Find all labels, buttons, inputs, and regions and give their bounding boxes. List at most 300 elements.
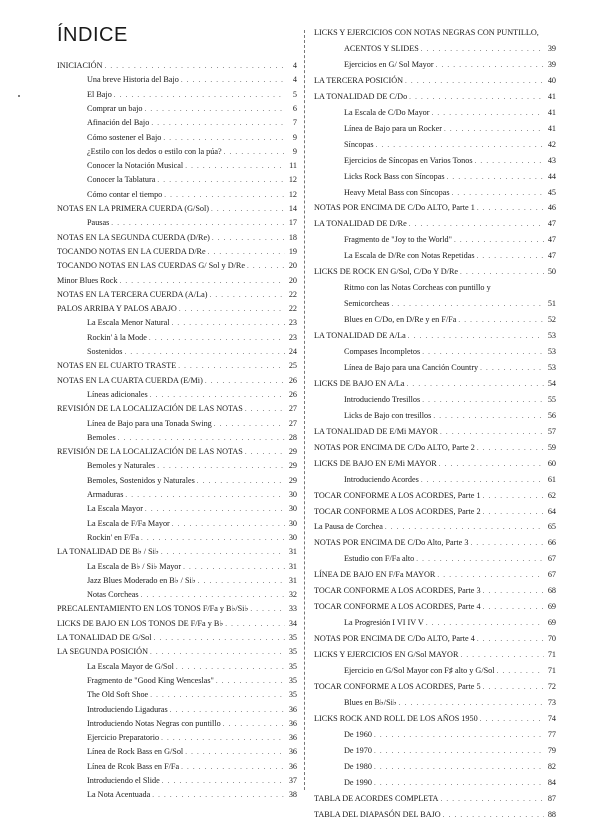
toc-entry-page: 44 (547, 171, 556, 181)
dot-leader (440, 794, 544, 804)
toc-entry-page: 19 (288, 246, 297, 256)
toc-entry-title: TOCAR CONFORME A LOS ACORDES, Parte 5 (314, 681, 481, 691)
dot-leader (374, 778, 544, 788)
toc-subentry (344, 309, 556, 325)
toc-entry-title: TOCAR CONFORME A LOS ACORDES, Parte 3 (314, 586, 481, 596)
toc-entry-page: 23 (288, 318, 297, 328)
dot-leader (391, 299, 544, 309)
toc-entry-page: 47 (547, 219, 556, 229)
toc-entry-page: 5 (292, 89, 297, 99)
toc-entry-title: NOTAS POR ENCIMA DE C/Do ALTO, Parte 4 (314, 634, 475, 644)
toc-entry-page: 6 (292, 103, 297, 113)
toc-entry (314, 86, 556, 102)
toc-entry-title: Cómo sostener el Bajo (87, 132, 162, 142)
dot-leader (483, 602, 544, 612)
toc-entry-title: TABLA DE ACORDES COMPLETA (314, 793, 439, 803)
toc-entry-page: 39 (547, 43, 556, 53)
toc-entry-page: 14 (288, 204, 297, 213)
toc-entry-title: PALOS ARRIBA Y PALOS ABAJO (57, 304, 177, 314)
dot-leader (422, 395, 544, 405)
toc-entry (314, 532, 556, 548)
toc-entry (314, 580, 556, 596)
toc-entry-title: Comprar un bajo (87, 103, 143, 113)
toc-entry-page: 77 (547, 729, 556, 739)
toc-entry (314, 421, 556, 437)
toc-entry-page: 12 (288, 189, 297, 199)
toc-entry-page: 53 (547, 347, 556, 356)
toc-entry-page: 47 (547, 251, 556, 261)
toc-entry-title: De 1980 (344, 761, 372, 771)
toc-entry-title: Blues en B♭/Si♭ (344, 697, 397, 707)
toc-entry-page: 73 (547, 697, 556, 707)
toc-entry-page: 61 (547, 474, 556, 484)
dot-leader (422, 347, 544, 357)
toc-entry-page: 69 (547, 602, 556, 612)
toc-entry-title: De 1970 (344, 745, 372, 755)
toc-entry-title: Semicorcheas (344, 299, 390, 309)
toc-subentry (344, 166, 556, 182)
toc-entry-title: NOTAS EN LA PRIMERA CUERDA (G/Sol) (57, 204, 209, 213)
toc-entry-page: 24 (288, 347, 297, 356)
dot-leader (416, 554, 544, 564)
dot-leader (436, 60, 544, 70)
dot-leader (477, 251, 544, 261)
toc-entry (314, 708, 556, 724)
toc-entry-title: Ejercicios en G/ Sol Mayor (344, 59, 434, 69)
toc-entry-title: LICKS DE BAJO EN E/Mi MAYOR (314, 458, 437, 468)
toc-entry-title: TOCAR CONFORME A LOS ACORDES, Parte 2 (314, 506, 481, 516)
toc-entry-title: NOTAS EN LA CUARTA CUERDA (E/Mi) (57, 375, 203, 385)
toc-entry-title: Sostenidos (87, 347, 123, 356)
toc-entry-title: Ritmo con las Notas Corcheas con puntillo y (344, 283, 491, 293)
toc-entry-page: 4 (292, 75, 297, 85)
toc-entry-page: 36 (288, 733, 297, 743)
toc-entry-title: TOCANDO NOTAS EN LAS CUERDAS G/ Sol y D/Re (57, 261, 245, 271)
toc-entry-title: NOTAS EN EL CUARTO TRASTE (57, 361, 177, 371)
toc-entry-title: Línea de Bajo para un Rocker (344, 123, 442, 133)
toc-subentry (344, 118, 556, 134)
toc-entry-title: Blues en C/Do, en D/Re y en F/Fa (344, 315, 457, 325)
toc-entry-page: 31 (288, 561, 297, 571)
toc-entry-title: Línea de Bajo para una Tonada Swing (87, 418, 212, 428)
toc-entry-title: LA TERCERA POSICIÓN (314, 75, 404, 85)
toc-subentry (344, 150, 556, 166)
dot-leader (409, 219, 544, 229)
toc-entry-title: Conocer la Tablatura (87, 175, 156, 185)
toc-entry-page: 25 (288, 361, 297, 371)
toc-entry-title: La Escala de C/Do Mayor (344, 107, 430, 117)
toc-entry-page: 43 (547, 155, 556, 165)
toc-entry-page: 45 (547, 187, 556, 197)
dot-leader (376, 140, 544, 150)
toc-entry-page: 37 (288, 776, 297, 785)
dot-leader (497, 666, 544, 676)
toc-entry-title: Introduciendo Tresillos (344, 394, 421, 404)
toc-entry-title: La Nota Acentuada (87, 790, 151, 800)
toc-entry-title: La Pausa de Corchea (314, 522, 383, 532)
toc-entry-title: La Escala Mayor (87, 504, 143, 514)
toc-entry-title: LA TONALIDAD DE D/Re (314, 219, 407, 229)
toc-entry (314, 325, 556, 341)
toc-entry-page: 69 (547, 618, 556, 628)
toc-entry-page: 9 (292, 132, 297, 142)
toc-entry-page: 66 (547, 538, 556, 548)
toc-entry-page: 30 (288, 518, 297, 528)
dot-leader (152, 790, 285, 800)
dot-leader (480, 363, 544, 373)
toc-entry-page: 87 (547, 793, 556, 803)
toc-entry-title: La Escala de F/Fa Mayor (87, 518, 170, 528)
toc-entry-page: 47 (547, 235, 556, 245)
dot-leader (409, 92, 544, 102)
dot-leader (426, 618, 544, 628)
toc-entry-page: 18 (288, 232, 297, 242)
toc-entry-page: 33 (288, 604, 297, 614)
toc-entry-title: NOTAS POR ENCIMA DE C/Do Alto, Parte 3 (314, 538, 469, 548)
toc-subentry (344, 134, 556, 150)
toc-entry-title: NOTAS POR ENCIMA DE C/Do ALTO, Parte 1 (314, 203, 475, 213)
toc-entry-page: 36 (288, 747, 297, 757)
toc-entry-title: La Escala Mayor de G/Sol (87, 661, 174, 671)
toc-entry-page: 71 (547, 650, 556, 660)
toc-entry (314, 644, 556, 660)
toc-entry-title: LA TONALIDAD DE A/La (314, 331, 406, 341)
toc-entry-page: 71 (547, 666, 556, 675)
toc-entry-page: 36 (288, 718, 297, 728)
toc-entry-page: 34 (288, 618, 297, 628)
toc-entry-title: LÍNEA DE BAJO EN F/Fa MAYOR (314, 570, 436, 580)
toc-subentry (344, 229, 556, 245)
dot-leader (432, 108, 545, 118)
toc-entry-title: LA TONALIDAD DE C/Do (314, 91, 408, 101)
toc-entry-title: Heavy Metal Bass con Síncopas (344, 187, 450, 197)
toc-entry-page: 82 (547, 761, 556, 771)
toc-entry-page: 36 (288, 761, 297, 771)
toc-subentry (344, 548, 556, 564)
dot-leader (477, 634, 544, 644)
toc-entry-page: 67 (547, 570, 556, 580)
toc-entry-title: Introduciendo Notas Negras con puntillo (87, 718, 221, 728)
toc-entry-title: NOTAS EN LA SEGUNDA CUERDA (D/Re) (57, 232, 210, 242)
toc-subentry (344, 469, 556, 485)
toc-entry-page: 35 (288, 647, 297, 657)
toc-entry-title: Estudio con F/Fa alto (344, 554, 415, 564)
toc-subentry (344, 389, 556, 405)
toc-entry-page: 84 (547, 777, 556, 787)
toc-entry (314, 373, 556, 389)
dot-leader (421, 44, 544, 54)
toc-entry-title: Fragmento de "Joy to the World" (344, 235, 452, 245)
toc-entry-page: 35 (288, 633, 297, 642)
toc-entry-title: Introduciendo el Slide (87, 776, 160, 785)
toc-entry-title: La Progresión I VI IV V (344, 618, 424, 628)
dot-leader (374, 730, 544, 740)
toc-entry-title: Licks de Bajo con tresillos (344, 410, 432, 420)
toc-subentry (344, 772, 556, 788)
toc-entry-title: ¿Estilo con los dedos o estilo con la púa? (87, 146, 222, 156)
toc-entry-title: Rockin' en F/Fa (87, 532, 139, 542)
toc-entry-page: 72 (547, 681, 556, 691)
toc-subentry (344, 405, 556, 421)
dot-leader (447, 172, 544, 182)
dot-leader (407, 379, 544, 389)
toc-entry (314, 213, 556, 229)
toc-subentry (344, 756, 556, 772)
toc-entry-title: TOCAR CONFORME A LOS ACORDES, Parte 1 (314, 490, 481, 500)
dot-leader (437, 570, 544, 580)
toc-entry-page: 36 (288, 704, 297, 714)
toc-entry-title: NOTAS POR ENCIMA DE C/Do ALTO, Parte 2 (314, 442, 475, 452)
toc-subentry (344, 245, 556, 261)
dot-leader (440, 427, 544, 437)
toc-entry-page: 30 (288, 490, 297, 499)
toc-entry-title: TOCANDO NOTAS EN LA CUERDA D/Re (57, 246, 206, 256)
toc-entry (314, 788, 556, 804)
toc-entry-page: 20 (288, 261, 297, 271)
toc-entry-title: Pausas (87, 218, 110, 228)
toc-entry-title: LA TONALIDAD DE E/Mi MAYOR (314, 426, 439, 436)
toc-entry-title: Bemoles y Naturales (87, 461, 156, 471)
toc-subentry (344, 660, 556, 676)
toc-entry-page: 54 (547, 378, 556, 388)
toc-entry-title: ACENTOS Y SLIDES (344, 43, 419, 53)
toc-entry-title: Rockin' à la Mode (87, 332, 147, 342)
toc-entry (314, 516, 556, 532)
toc-entry-page: 41 (547, 123, 556, 133)
toc-subentry (344, 102, 556, 118)
toc-entry-page: 29 (288, 475, 297, 485)
dot-leader (405, 76, 544, 86)
dot-leader (483, 682, 544, 692)
toc-entry-title: De 1960 (344, 729, 372, 739)
toc-entry-title: Líneas adicionales (87, 389, 148, 399)
toc-entry-page: 31 (288, 547, 297, 557)
toc-subentry (344, 293, 556, 309)
toc-entry-title: Una breve Historia del Bajo (87, 75, 179, 85)
toc-entry-title: De 1990 (344, 777, 372, 787)
toc-entry-page: 88 (547, 809, 556, 819)
toc-entry-page: 30 (288, 532, 297, 542)
toc-subentry (344, 38, 556, 54)
toc-subentry (344, 740, 556, 756)
dot-leader (483, 491, 544, 501)
toc-entry-page: 38 (288, 790, 297, 800)
toc-entry-page: 35 (288, 675, 297, 685)
toc-entry-title: Síncopas (344, 139, 374, 149)
toc-entry-page: 65 (547, 522, 556, 532)
dot-leader (439, 459, 544, 469)
toc-entry (314, 676, 556, 692)
toc-entry-page: 57 (547, 426, 556, 436)
toc-entry-page: 51 (547, 299, 556, 309)
toc-entry-page: 42 (547, 139, 556, 149)
toc-entry-page: 46 (547, 203, 556, 213)
toc-subentry (87, 784, 297, 800)
dot-leader (374, 762, 544, 772)
toc-entry-page: 29 (288, 461, 297, 471)
toc-entry-title: Línea de Bajo para una Canción Country (344, 362, 479, 372)
dot-leader (460, 650, 544, 660)
toc-entry-page: 41 (547, 107, 556, 117)
toc-entry-page: 53 (547, 331, 556, 341)
toc-entry-page: 4 (292, 61, 297, 70)
toc-entry-page: 70 (547, 634, 556, 644)
toc-entry (314, 628, 556, 644)
dot-leader (458, 315, 544, 325)
toc-entry-page: 50 (547, 267, 556, 277)
dot-leader (477, 203, 544, 213)
toc-entry (314, 501, 556, 517)
toc-entry-title: TABLA DEL DIAPASÓN DEL BAJO (314, 809, 441, 819)
toc-entry-title: LICKS ROCK AND ROLL DE LOS AÑOS 1950 (314, 713, 478, 723)
toc-entry-title: Armaduras (87, 490, 124, 499)
toc-entry (314, 261, 556, 277)
dot-leader (433, 411, 544, 421)
toc-entry-title: Notas Corcheas (87, 590, 139, 600)
toc-entry-page: 31 (288, 575, 297, 585)
toc-entry-title: LA TONALIDAD DE B♭ / Si♭ (57, 547, 159, 557)
toc-entry-page: 32 (288, 590, 297, 600)
toc-entry (314, 485, 556, 501)
toc-entry (314, 70, 556, 86)
toc-entry-page: 22 (288, 304, 297, 314)
toc-entry-page: 41 (547, 91, 556, 101)
toc-entry-page: 39 (547, 59, 556, 69)
toc-entry-page: 29 (288, 447, 297, 457)
dot-leader (477, 443, 544, 453)
dot-leader (454, 235, 544, 245)
toc-subentry (344, 692, 556, 708)
toc-entry-page: 79 (547, 745, 556, 755)
toc-entry-title: La Escala de D/Re con Notas Repetidas (344, 251, 475, 261)
scan-speck (18, 95, 20, 97)
toc-entry-page: 64 (547, 506, 556, 516)
toc-entry-page: 23 (288, 332, 297, 342)
toc-entry-title: Compases Incompletos (344, 347, 421, 356)
toc-entry-page: 30 (288, 504, 297, 514)
toc-entry-page: 28 (288, 432, 297, 442)
toc-entry (314, 564, 556, 580)
toc-entry-title: El Bajo (87, 89, 112, 99)
toc-entry-page: 35 (288, 690, 297, 700)
toc-entry-page: 53 (547, 362, 556, 372)
toc-entry-title: PRECALENTAMIENTO EN LOS TONOS F/Fa y B♭/Si♭ (57, 604, 249, 614)
toc-subentry (344, 54, 556, 70)
toc-entry-page: 52 (547, 315, 556, 325)
toc-entry-title: Minor Blues Rock (57, 275, 118, 285)
toc-entry-title: TOCAR CONFORME A LOS ACORDES, Parte 4 (314, 602, 481, 612)
toc-subentry (344, 182, 556, 198)
toc-entry-title: Bemoles, Sostenidos y Naturales (87, 475, 195, 485)
toc-entry-page: 60 (547, 458, 556, 468)
toc-entry-title: Jazz Blues Moderado en B♭ / Si♭ (87, 575, 196, 585)
dot-leader (480, 714, 544, 724)
toc-entry-page: 26 (288, 389, 297, 399)
dot-leader (483, 507, 544, 517)
toc-entry-title: Cómo contar el tiempo (87, 189, 163, 199)
dot-leader (460, 267, 544, 277)
dot-leader (421, 475, 544, 485)
toc-entry-page: 67 (547, 554, 556, 564)
toc-entry-page: 56 (547, 410, 556, 420)
dot-leader (374, 746, 544, 756)
toc-entry-page: 40 (547, 75, 556, 85)
column-divider (304, 30, 305, 790)
toc-entry (314, 22, 556, 38)
toc-entry-title: LICKS DE BAJO EN LOS TONOS DE F/Fa y B♭ (57, 618, 224, 628)
toc-entry-title: LA SEGUNDA POSICIÓN (57, 647, 148, 657)
toc-entry-title: The Old Soft Shoe (87, 690, 149, 700)
toc-entry-title: LICKS DE ROCK EN G/Sol, C/Do Y D/Re (314, 267, 459, 277)
toc-entry-page: 62 (547, 490, 556, 500)
toc-entry-title: REVISIÓN DE LA LOCALIZACIÓN DE LAS NOTAS (57, 404, 243, 414)
toc-entry-title: Ejercicio Preparatorio (87, 733, 160, 743)
dot-leader (399, 698, 544, 708)
dot-leader (408, 331, 544, 341)
toc-subentry (344, 612, 556, 628)
toc-entry-title: LICKS Y EJERCICIOS CON NOTAS NEGRAS CON PUNTILLO, (314, 28, 539, 37)
dot-leader (470, 538, 544, 548)
dot-leader (483, 586, 544, 596)
toc-entry-title: Línea de Rock Bass en G/Sol (87, 747, 184, 757)
dot-leader (452, 188, 544, 198)
toc-entry-page: 9 (292, 146, 297, 156)
toc-entry-page: 7 (292, 118, 297, 128)
toc-entry-title: Afinación del Bajo (87, 118, 150, 128)
toc-entry-page: 55 (547, 394, 556, 404)
toc-entry-title: Ejercicios de Síncopas en Varios Tonos (344, 155, 473, 165)
toc-entry-page: 35 (288, 661, 297, 671)
toc-entry-title: Bemoles (87, 432, 116, 442)
toc-subentry (344, 341, 556, 357)
dot-leader (385, 522, 544, 532)
toc-entry-page: 26 (288, 375, 297, 385)
toc-entry-title: Introduciendo Ligaduras (87, 704, 168, 714)
toc-entry-page: 68 (547, 586, 556, 596)
toc-entry-page: 17 (288, 218, 297, 228)
toc-entry-page: 27 (288, 418, 297, 428)
toc-entry-page: 27 (288, 404, 297, 414)
toc-entry-page: 20 (288, 275, 297, 285)
toc-entry (314, 197, 556, 213)
toc-subentry (344, 357, 556, 373)
toc-subentry (344, 724, 556, 740)
toc-entry (314, 804, 556, 820)
toc-entry-title: Conocer la Notación Musical (87, 161, 184, 171)
toc-entry-title: LICKS DE BAJO EN A/La (314, 378, 405, 388)
toc-entry-title: LA TONALIDAD DE G/Sol (57, 633, 152, 642)
toc-entry-title: Introduciendo Acordes (344, 474, 419, 484)
toc-entry-title: La Escala Menor Natural (87, 318, 170, 328)
toc-entry-title: Licks Rock Bass con Síncopas (344, 171, 445, 181)
toc-subentry (344, 277, 556, 293)
toc-entry-title: La Escala de B♭ / Si♭ Mayor (87, 561, 182, 571)
toc-entry (314, 437, 556, 453)
toc-entry-title: Línea de Rcok Bass en F/Fa (87, 761, 180, 771)
toc-entry-title: REVISIÓN DE LA LOCALIZACIÓN DE LAS NOTAS (57, 447, 243, 457)
toc-entry-page: 59 (547, 442, 556, 452)
page-title: ÍNDICE (57, 24, 128, 46)
toc-entry-title: INICIACIÓN (57, 61, 103, 70)
toc-entry-page: 74 (547, 713, 556, 723)
toc-entry-title: NOTAS EN LA TERCERA CUERDA (A/La) (57, 289, 208, 299)
toc-entry (314, 453, 556, 469)
toc-entry-title: LICKS Y EJERCICIOS EN G/Sol MAYOR (314, 650, 459, 660)
dot-leader (443, 810, 544, 820)
toc-entry-page: 22 (288, 289, 297, 299)
toc-entry-title: Fragmento de "Good King Wenceslas" (87, 675, 214, 685)
dot-leader (444, 124, 544, 134)
